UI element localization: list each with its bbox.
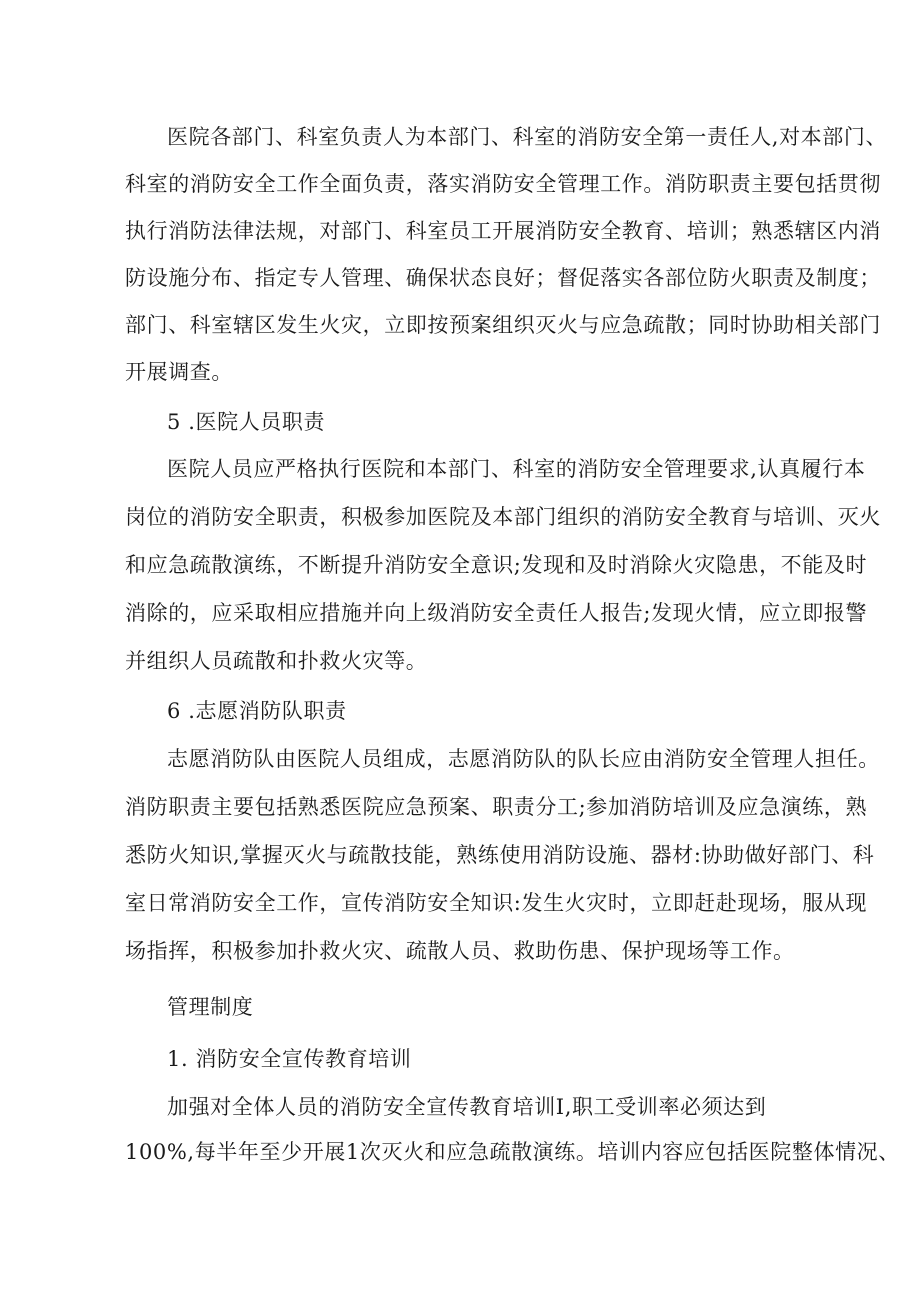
- heading-5: 5 .医院人员职责: [167, 410, 326, 434]
- paragraph-4-line-1: 加强对全体人员的消防安全宣传教育培训I,职工受训率必须达到: [167, 1095, 767, 1119]
- paragraph-3-line-3: 悉防火知识,掌握灭火与疏散技能，熟练使用消防设施、器材:协助做好部门、科: [125, 843, 875, 867]
- section-title: 管理制度: [167, 995, 254, 1019]
- paragraph-4-line-2: 100%,每半年至少开展1次灭火和应急疏散演练。培训内容应包括医院整体情况、: [125, 1140, 900, 1164]
- paragraph-1-line-4: 防设施分布、指定专人管理、确保状态良好；督促落实各部位防火职责及制度；: [125, 266, 881, 290]
- heading-1: 1. 消防安全宣传教育培训: [167, 1047, 412, 1071]
- paragraph-1-line-6: 开展调查。: [125, 360, 233, 384]
- paragraph-2-line-2: 岗位的消防安全职责，积极参加医院及本部门组织的消防安全教育与培训、灭火: [125, 505, 881, 529]
- paragraph-3-line-1: 志愿消防队由医院人员组成，志愿消防队的队长应由消防安全管理人担任。: [167, 747, 880, 771]
- paragraph-2-line-5: 并组织人员疏散和扑救火灾等。: [125, 649, 428, 673]
- paragraph-3-line-4: 室日常消防安全工作，宣传消防安全知识:发生火灾时，立即赶赴现场，服从现: [125, 891, 868, 915]
- paragraph-1-line-3: 执行消防法律法规，对部门、科室员工开展消防安全教育、培训；熟悉辖区内消: [125, 219, 881, 243]
- heading-6: 6 .志愿消防队职责: [167, 699, 347, 723]
- paragraph-3-line-2: 消防职责主要包括熟悉医院应急预案、职责分工;参加消防培训及应急演练，熟: [125, 795, 868, 819]
- paragraph-2-line-1: 医院人员应严格执行医院和本部门、科室的消防安全管理要求,认真履行本: [167, 457, 866, 481]
- paragraph-1-line-1: 医院各部门、科室负责人为本部门、科室的消防安全第一责任人,对本部门、: [167, 125, 888, 149]
- paragraph-3-line-5: 场指挥，积极参加扑救火灾、疏散人员、救助伤患、保护现场等工作。: [125, 939, 795, 963]
- paragraph-2-line-4: 消除的，应采取相应措施并向上级消防安全责任人报告;发现火情，应立即报警: [125, 601, 868, 625]
- paragraph-1-line-2: 科室的消防安全工作全面负责，落实消防安全管理工作。消防职责主要包括贯彻: [125, 172, 881, 196]
- paragraph-2-line-3: 和应急疏散演练，不断提升消防安全意识;发现和及时消除火灾隐患，不能及时: [125, 553, 868, 577]
- paragraph-1-line-5: 部门、科室辖区发生火灾，立即按预案组织灭火与应急疏散；同时协助相关部门: [125, 313, 881, 337]
